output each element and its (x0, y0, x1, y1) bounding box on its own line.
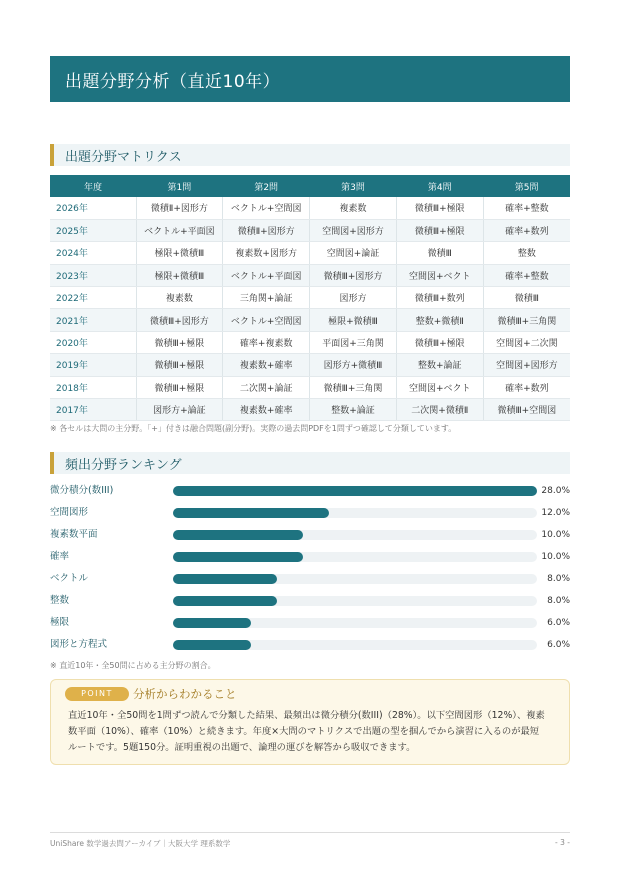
ranking-row (50, 506, 570, 520)
topic-cell: 空間図+ベクト (396, 376, 483, 398)
matrix-section-title: 出題分野マトリクス (50, 144, 570, 166)
topic-cell: 微積Ⅲ+極限 (136, 354, 223, 376)
ranking-bar-fill (173, 640, 251, 650)
topic-cell: 微積Ⅲ+極限 (136, 331, 223, 353)
page-header (50, 56, 570, 102)
topic-cell: 微積Ⅲ (483, 287, 570, 309)
topic-cell: 整数+論証 (310, 399, 397, 421)
ranking-row (50, 484, 570, 498)
ranking-percent: 6.0% (547, 640, 570, 650)
topic-cell: 複素数 (310, 197, 397, 219)
topic-cell: 微積Ⅲ+極限 (136, 376, 223, 398)
year-cell: 2022年 (50, 287, 136, 309)
year-cell: 2020年 (50, 331, 136, 353)
topic-cell: 整数 (483, 242, 570, 264)
ranking-percent: 8.0% (547, 574, 570, 584)
table-row (50, 354, 570, 376)
point-badge: POINT (65, 687, 129, 701)
ranking-percent: 12.0% (541, 508, 570, 518)
topic-cell: 図形方+微積Ⅲ (310, 354, 397, 376)
ranking-section-title: 頻出分野ランキング (50, 452, 570, 474)
ranking-label: 複素数平面 (50, 529, 98, 540)
topic-cell: 空間図+図形方 (310, 219, 397, 241)
ranking-row (50, 528, 570, 542)
ranking-bar-track (173, 596, 537, 606)
footer-divider (50, 832, 570, 833)
table-row (50, 309, 570, 331)
topic-cell: 確率+複素数 (223, 331, 310, 353)
topic-cell: 空間図+論証 (310, 242, 397, 264)
ranking-row (50, 550, 570, 564)
topic-cell: 複素数+図形方 (223, 242, 310, 264)
table-row (50, 331, 570, 353)
ranking-percent: 6.0% (547, 618, 570, 628)
point-body (68, 708, 556, 756)
table-row (50, 287, 570, 309)
column-header-question: 第1問 (136, 175, 223, 197)
topic-cell: 極限+微積Ⅲ (310, 309, 397, 331)
table-row (50, 219, 570, 241)
topic-cell: 微積Ⅲ+図形方 (310, 264, 397, 286)
topic-cell: 整数+微積Ⅱ (396, 309, 483, 331)
topic-cell: ベクトル+平面図 (136, 219, 223, 241)
point-box (50, 679, 570, 765)
year-cell: 2019年 (50, 354, 136, 376)
ranking-bar-fill (173, 552, 303, 562)
ranking-label: 空間図形 (50, 507, 89, 518)
topic-cell: 空間図+二次関 (483, 331, 570, 353)
column-header-question: 第2問 (223, 175, 310, 197)
ranking-label: 確率 (50, 551, 70, 562)
ranking-bar-fill (173, 574, 277, 584)
topic-cell: ベクトル+空間図 (223, 197, 310, 219)
ranking-bar-track (173, 574, 537, 584)
topic-cell: 複素数+確率 (223, 354, 310, 376)
topic-cell: 微積Ⅱ+図形方 (223, 219, 310, 241)
topic-cell: 確率+数列 (483, 376, 570, 398)
topic-cell: 空間図+ベクト (396, 264, 483, 286)
ranking-row (50, 638, 570, 652)
year-cell: 2024年 (50, 242, 136, 264)
topic-cell: ベクトル+空間図 (223, 309, 310, 331)
column-header-question: 第3問 (310, 175, 397, 197)
topic-cell: 複素数 (136, 287, 223, 309)
topic-cell: 三角関+論証 (223, 287, 310, 309)
ranking-note: ※ 直近10年・全50問に占める主分野の割合。 (50, 661, 216, 670)
year-cell: 2025年 (50, 219, 136, 241)
topic-cell: 二次関+論証 (223, 376, 310, 398)
topic-cell: ベクトル+平面図 (223, 264, 310, 286)
ranking-percent: 28.0% (541, 486, 570, 496)
column-header-year: 年度 (50, 175, 136, 197)
ranking-row (50, 594, 570, 608)
ranking-bar-track (173, 618, 537, 628)
footer-source: UniShare 数学過去問アーカイブ｜大阪大学 理系数学 (50, 839, 231, 848)
column-header-question: 第4問 (396, 175, 483, 197)
topic-cell: 微積Ⅲ+極限 (396, 219, 483, 241)
topic-cell: 確率+数列 (483, 219, 570, 241)
point-line: ルートです。5題150分。証明重視の出題で、論理の運びを解答から吸収できます。 (68, 742, 416, 753)
table-row (50, 264, 570, 286)
topic-cell: 確率+整数 (483, 197, 570, 219)
ranking-bar-fill (173, 596, 277, 606)
year-cell: 2023年 (50, 264, 136, 286)
topic-cell: 空間図+図形方 (483, 354, 570, 376)
topic-cell: 微積Ⅲ+極限 (396, 197, 483, 219)
ranking-bar-track (173, 530, 537, 540)
ranking-bar-track (173, 552, 537, 562)
topic-cell: 二次関+微積Ⅱ (396, 399, 483, 421)
ranking-percent: 10.0% (541, 552, 570, 562)
point-line: 直近10年・全50問を1問ずつ読んで分類した結果、最頻出は微分積分(数III)（28%）。以下空間図形（12%）、複素 (68, 710, 545, 721)
ranking-percent: 8.0% (547, 596, 570, 606)
ranking-label: 図形と方程式 (50, 639, 108, 650)
table-row (50, 242, 570, 264)
topic-cell: 図形方 (310, 287, 397, 309)
ranking-bar-fill (173, 486, 537, 496)
year-cell: 2021年 (50, 309, 136, 331)
topic-cell: 微積Ⅲ (396, 242, 483, 264)
ranking-row (50, 616, 570, 630)
year-cell: 2017年 (50, 399, 136, 421)
ranking-label: 微分積分(数III) (50, 485, 114, 496)
point-heading: 分析からわかること (133, 687, 237, 701)
table-row (50, 197, 570, 219)
topic-cell: 平面図+三角関 (310, 331, 397, 353)
topic-cell: 微積Ⅲ+図形方 (136, 309, 223, 331)
page-title: 出題分野分析（直近10年） (65, 71, 281, 92)
ranking-bar-track (173, 508, 537, 518)
topic-cell: 極限+微積Ⅲ (136, 264, 223, 286)
topic-cell: 確率+整数 (483, 264, 570, 286)
ranking-label: 整数 (50, 595, 70, 606)
year-cell: 2026年 (50, 197, 136, 219)
table-row (50, 376, 570, 398)
topic-cell: 微積Ⅲ+三角関 (483, 309, 570, 331)
topic-cell: 複素数+確率 (223, 399, 310, 421)
year-cell: 2018年 (50, 376, 136, 398)
topic-cell: 微積Ⅲ+極限 (396, 331, 483, 353)
matrix-header-row (50, 175, 570, 197)
matrix-body (50, 197, 570, 421)
ranking-label: ベクトル (50, 573, 89, 584)
point-line: 数平面（10%）、確率（10%）と続きます。年度×大問のマトリクスで出題の型を掴んでから演習に入るのが最短 (68, 726, 540, 737)
topic-cell: 整数+論証 (396, 354, 483, 376)
page-number: - 3 - (555, 838, 570, 847)
ranking-bar-fill (173, 618, 251, 628)
ranking-bar-fill (173, 530, 303, 540)
ranking-row (50, 572, 570, 586)
column-header-question: 第5問 (483, 175, 570, 197)
topic-cell: 微積Ⅱ+図形方 (136, 197, 223, 219)
topic-cell: 微積Ⅲ+数列 (396, 287, 483, 309)
matrix-table (50, 175, 570, 421)
ranking-bar-track (173, 486, 537, 496)
ranking-bar-track (173, 640, 537, 650)
topic-cell: 微積Ⅲ+空間図 (483, 399, 570, 421)
topic-cell: 極限+微積Ⅲ (136, 242, 223, 264)
topic-cell: 図形方+論証 (136, 399, 223, 421)
topic-cell: 微積Ⅲ+三角関 (310, 376, 397, 398)
table-row (50, 399, 570, 421)
ranking-bar-fill (173, 508, 329, 518)
ranking-label: 極限 (50, 617, 70, 628)
ranking-percent: 10.0% (541, 530, 570, 540)
matrix-note: ※ 各セルは大問の主分野。「+」付きは融合問題(副分野)。実際の過去問PDFを1問ずつ確認して分類しています。 (50, 424, 457, 433)
